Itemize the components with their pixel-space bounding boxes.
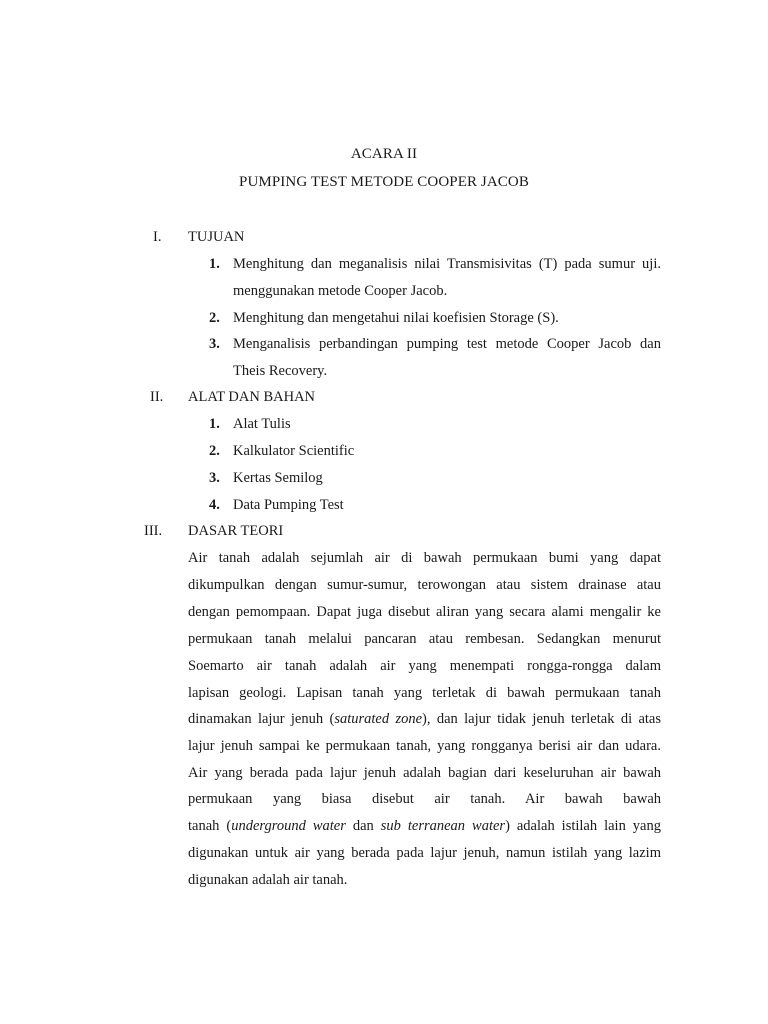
section-number: III. [144, 523, 163, 539]
section-number: II. [150, 389, 164, 405]
list-item-text [233, 255, 661, 273]
paragraph-line-with-emphasis [188, 817, 661, 835]
list-item-number: 3. [209, 470, 220, 486]
list-item-text: Kertas Semilog [233, 470, 323, 486]
list-item-number: 1. [209, 256, 220, 272]
section-number: I. [153, 229, 162, 245]
list-item-text: Alat Tulis [233, 416, 291, 432]
paragraph-text: dan [345, 818, 381, 834]
list-item-text: Data Pumping Test [233, 497, 344, 513]
section-heading-tujuan: TUJUAN [188, 229, 245, 245]
list-item-text-continued: Theis Recovery. [233, 363, 328, 379]
paragraph-line: digunakan adalah air tanah. [188, 872, 348, 888]
list-item-text: Menghitung dan mengetahui nilai koefisien Storage (S). [233, 310, 559, 326]
paragraph-line: lajur jenuh sampai ke permukaan tanah, yang rongganya berisi air dan udara. [188, 738, 661, 754]
paragraph-line: Soemarto air tanah adalah air yang menempati rongga-rongga dalam [188, 658, 661, 674]
list-item-number: 2. [209, 443, 220, 459]
emphasized-term: underground water [231, 818, 346, 834]
section-heading-dasar-teori: DASAR TEORI [188, 523, 284, 539]
list-item-number: 3. [209, 336, 220, 352]
paragraph-line: permukaan yang biasa disebut air tanah. Air bawah bawah [188, 791, 661, 807]
paragraph-line: digunakan untuk air yang berada pada lajur jenuh, namun istilah yang lazim [188, 845, 661, 861]
emphasized-term: saturated zone [334, 711, 423, 727]
section-heading-alat-dan-bahan: ALAT DAN BAHAN [188, 389, 316, 405]
paragraph-line: dengan pemompaan. Dapat juga disebut aliran yang secara alami mengalir ke [188, 604, 661, 620]
paragraph-line: dikumpulkan dengan sumur-sumur, terowongan atau sistem drainase atau [188, 577, 661, 593]
paragraph-text: tanah ( [188, 818, 232, 834]
emphasized-term: sub terranean water [380, 818, 506, 834]
list-item-number: 2. [209, 310, 220, 326]
paragraph-text: dinamakan lajur jenuh ( [188, 711, 335, 727]
list-item-number: 4. [209, 497, 220, 513]
document-title: ACARA II [350, 146, 418, 162]
list-item-line: Menganalisis perbandingan pumping test metode Cooper Jacob dan [233, 336, 661, 352]
paragraph-text: ) adalah istilah lain yang [505, 818, 661, 834]
list-item-text: Kalkulator Scientific [233, 443, 355, 459]
list-item-number: 1. [209, 416, 220, 432]
paragraph-line: Air yang berada pada lajur jenuh adalah bagian dari keseluruhan air bawah [188, 765, 661, 781]
list-item-text-continued: menggunakan metode Cooper Jacob. [233, 283, 448, 299]
paragraph-line: permukaan tanah melalui pancaran atau rembesan. Sedangkan menurut [188, 631, 661, 647]
paragraph-line-with-emphasis [188, 710, 661, 728]
list-item-text [233, 335, 661, 353]
list-item-line: Menghitung dan meganalisis nilai Transmisivitas (T) pada sumur uji. [233, 256, 661, 272]
paragraph-text: ), dan lajur tidak jenuh terletak di atas [422, 711, 661, 727]
document-subtitle: PUMPING TEST METODE COOPER JACOB [239, 174, 529, 190]
paragraph-line: lapisan geologi. Lapisan tanah yang terletak di bawah permukaan tanah [188, 685, 661, 701]
paragraph-line: Air tanah adalah sejumlah air di bawah permukaan bumi yang dapat [188, 550, 661, 566]
